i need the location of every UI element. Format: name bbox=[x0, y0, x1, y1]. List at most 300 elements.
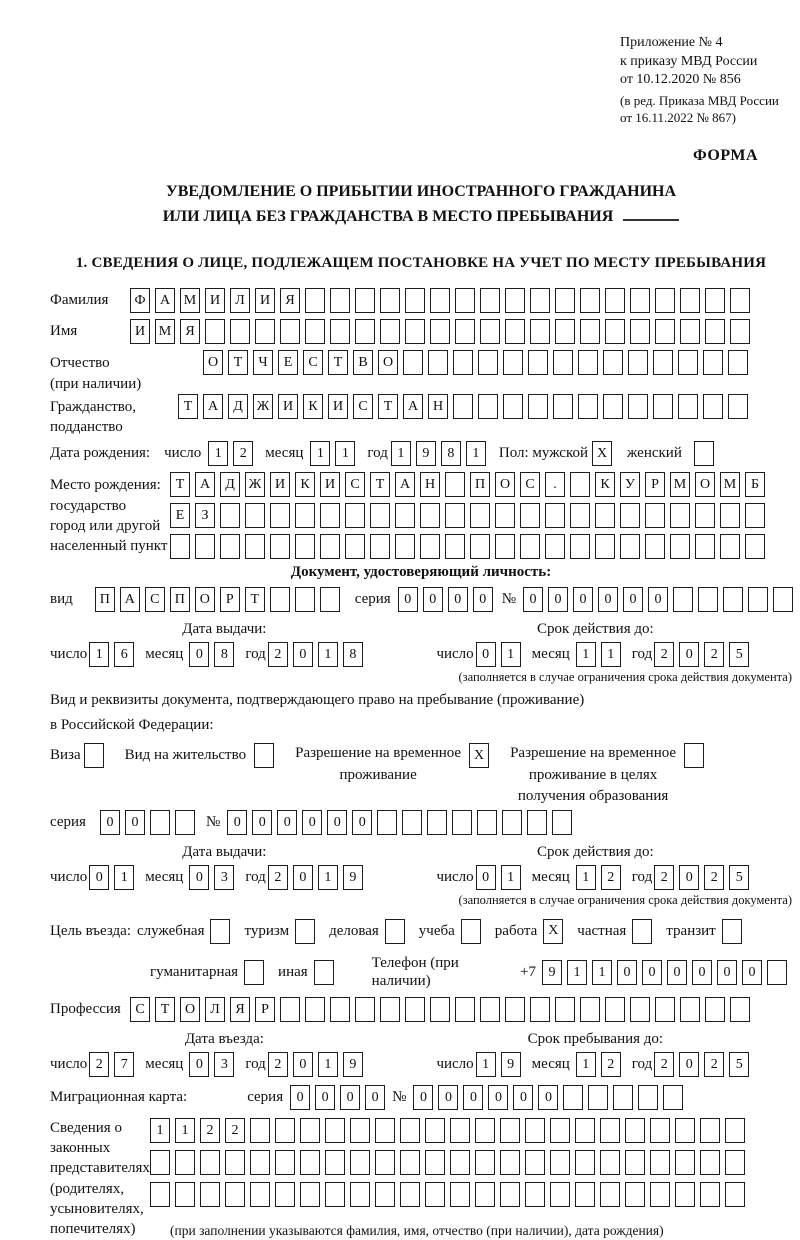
char-cell: Я bbox=[230, 997, 250, 1022]
char-cell bbox=[530, 997, 550, 1022]
char-cell bbox=[450, 1118, 470, 1143]
char-cell: С bbox=[353, 394, 373, 419]
char-cell: 0 bbox=[352, 810, 372, 835]
char-cell bbox=[530, 319, 550, 344]
month-label: месяц bbox=[145, 869, 184, 886]
char-cell: 5 bbox=[729, 865, 749, 890]
char-cell: 2 bbox=[654, 865, 674, 890]
char-cell: С bbox=[130, 997, 150, 1022]
char-cell bbox=[295, 503, 315, 528]
char-cell: 0 bbox=[617, 960, 637, 985]
char-cell bbox=[705, 319, 725, 344]
char-cell: 0 bbox=[573, 587, 593, 612]
temp-residence-edu-checkbox bbox=[684, 743, 709, 768]
form-title-line1: УВЕДОМЛЕНИЕ О ПРИБЫТИИ ИНОСТРАННОГО ГРАЖДАНИНА bbox=[165, 183, 677, 200]
char-cell bbox=[728, 394, 748, 419]
char-cell bbox=[370, 534, 390, 559]
char-cell bbox=[705, 288, 725, 313]
patronymic-label: Отчество (при наличии) bbox=[50, 355, 142, 392]
char-cell bbox=[325, 1150, 345, 1175]
char-cell bbox=[314, 960, 334, 985]
char-cell: 0 bbox=[290, 1085, 310, 1110]
char-cell bbox=[461, 919, 481, 944]
char-cell: 0 bbox=[667, 960, 687, 985]
issue-date-heading: Дата выдачи: bbox=[182, 621, 267, 638]
legal-reps-row1 bbox=[150, 1118, 750, 1143]
day-label: число bbox=[436, 645, 474, 662]
char-cell: 1 bbox=[501, 865, 521, 890]
purpose-item-study: учеба bbox=[419, 919, 486, 944]
char-cell bbox=[553, 350, 573, 375]
day-label: число bbox=[164, 445, 202, 462]
char-cell bbox=[300, 1150, 320, 1175]
char-cell bbox=[628, 350, 648, 375]
char-cell: 1 bbox=[601, 642, 621, 667]
mig-number-cells bbox=[413, 1085, 688, 1110]
char-cell bbox=[675, 1150, 695, 1175]
char-cell: 0 bbox=[413, 1085, 433, 1110]
char-cell: К bbox=[303, 394, 323, 419]
year-label: год bbox=[631, 869, 653, 886]
char-cell: 2 bbox=[601, 865, 621, 890]
char-cell bbox=[225, 1150, 245, 1175]
char-cell bbox=[355, 997, 375, 1022]
char-cell bbox=[730, 997, 750, 1022]
char-cell bbox=[495, 534, 515, 559]
char-cell: 0 bbox=[189, 865, 209, 890]
char-cell: 9 bbox=[343, 1052, 363, 1077]
char-cell bbox=[638, 1085, 658, 1110]
char-cell bbox=[295, 919, 315, 944]
char-cell bbox=[425, 1182, 445, 1207]
char-cell: 1 bbox=[318, 865, 338, 890]
char-cell bbox=[578, 394, 598, 419]
visa-item bbox=[50, 743, 109, 768]
char-cell: 0 bbox=[252, 810, 272, 835]
char-cell bbox=[445, 534, 465, 559]
char-cell: 2 bbox=[233, 441, 253, 466]
char-cell: А bbox=[120, 587, 140, 612]
char-cell bbox=[377, 810, 397, 835]
char-cell bbox=[670, 503, 690, 528]
day-label: число bbox=[50, 1055, 88, 1072]
surname-row bbox=[50, 288, 792, 313]
char-cell: Е bbox=[170, 503, 190, 528]
char-cell bbox=[653, 350, 673, 375]
char-cell bbox=[385, 919, 405, 944]
char-cell bbox=[500, 1118, 520, 1143]
char-cell: 3 bbox=[214, 865, 234, 890]
char-cell bbox=[395, 503, 415, 528]
char-cell: 8 bbox=[214, 642, 234, 667]
doc-issue-year-cells bbox=[268, 642, 368, 667]
char-cell bbox=[555, 319, 575, 344]
char-cell bbox=[175, 1150, 195, 1175]
char-cell bbox=[470, 503, 490, 528]
gender-female-label: женский bbox=[627, 445, 682, 462]
birth-date-label: Дата рождения: bbox=[50, 445, 151, 462]
char-cell bbox=[425, 1150, 445, 1175]
char-cell bbox=[330, 319, 350, 344]
char-cell: 1 bbox=[318, 642, 338, 667]
char-cell bbox=[255, 319, 275, 344]
purpose-row2 bbox=[150, 954, 792, 992]
appendix-line: от 10.12.2020 № 856 bbox=[620, 72, 741, 87]
char-cell: 2 bbox=[268, 642, 288, 667]
char-cell: Т bbox=[170, 472, 190, 497]
char-cell bbox=[355, 288, 375, 313]
char-cell: И bbox=[328, 394, 348, 419]
char-cell bbox=[675, 1182, 695, 1207]
char-cell bbox=[680, 288, 700, 313]
char-cell bbox=[150, 1182, 170, 1207]
char-cell: Т bbox=[178, 394, 198, 419]
doc-valid-year-cells bbox=[654, 642, 754, 667]
char-cell bbox=[325, 1182, 345, 1207]
char-cell: М bbox=[155, 319, 175, 344]
char-cell bbox=[375, 1118, 395, 1143]
surname-label: Фамилия bbox=[50, 292, 109, 309]
char-cell: С bbox=[345, 472, 365, 497]
char-cell bbox=[427, 810, 447, 835]
char-cell: Р bbox=[255, 997, 275, 1022]
char-cell: Т bbox=[228, 350, 248, 375]
char-cell bbox=[375, 1182, 395, 1207]
phone-cells bbox=[542, 960, 792, 985]
name-label: Имя bbox=[50, 323, 78, 340]
char-cell bbox=[205, 319, 225, 344]
char-cell: М bbox=[670, 472, 690, 497]
migration-card-row bbox=[50, 1085, 792, 1110]
char-cell bbox=[700, 1182, 720, 1207]
profession-label: Профессия bbox=[50, 1001, 121, 1018]
doc-issue-block bbox=[50, 620, 399, 685]
char-cell bbox=[420, 503, 440, 528]
char-cell: 1 bbox=[476, 1052, 496, 1077]
char-cell: 0 bbox=[398, 587, 418, 612]
char-cell: 0 bbox=[679, 642, 699, 667]
stay-day-cells bbox=[476, 1052, 526, 1077]
char-cell bbox=[555, 997, 575, 1022]
char-cell bbox=[655, 288, 675, 313]
char-cell: А bbox=[403, 394, 423, 419]
char-cell: 2 bbox=[89, 1052, 109, 1077]
char-cell bbox=[505, 288, 525, 313]
char-cell bbox=[613, 1085, 633, 1110]
char-cell: 0 bbox=[548, 587, 568, 612]
purpose-label: Цель въезда: bbox=[50, 922, 131, 939]
citizenship-row bbox=[50, 394, 792, 438]
char-cell bbox=[495, 503, 515, 528]
revision-line: от 16.11.2022 № 867) bbox=[620, 109, 737, 125]
year-label: год bbox=[245, 645, 266, 662]
char-cell: 0 bbox=[488, 1085, 508, 1110]
char-cell bbox=[545, 534, 565, 559]
char-cell bbox=[720, 534, 740, 559]
purpose-row1 bbox=[50, 919, 792, 944]
char-cell bbox=[570, 534, 590, 559]
stay-until-heading: Срок пребывания до: bbox=[527, 1031, 664, 1048]
char-cell bbox=[430, 997, 450, 1022]
doc-issue-day-cells bbox=[89, 642, 139, 667]
char-cell bbox=[575, 1182, 595, 1207]
res-valid-day-cells bbox=[476, 865, 526, 890]
legal-reps-label: Сведения о законных представителях (родителях, усыновителях, попечителях) bbox=[50, 1119, 150, 1238]
char-cell: 0 bbox=[100, 810, 120, 835]
char-cell bbox=[345, 534, 365, 559]
char-cell: 0 bbox=[293, 642, 313, 667]
char-cell: А bbox=[203, 394, 223, 419]
char-cell: У bbox=[620, 472, 640, 497]
char-cell: 0 bbox=[463, 1085, 483, 1110]
name-cells bbox=[130, 319, 755, 344]
char-cell bbox=[450, 1150, 470, 1175]
stay-month-cells bbox=[576, 1052, 626, 1077]
char-cell bbox=[320, 503, 340, 528]
char-cell bbox=[722, 919, 742, 944]
char-cell: И bbox=[278, 394, 298, 419]
char-cell: 1 bbox=[175, 1118, 195, 1143]
month-label: месяц bbox=[145, 1055, 184, 1072]
migration-card-label: Миграционная карта: bbox=[50, 1088, 188, 1105]
char-cell: О bbox=[378, 350, 398, 375]
char-cell: 0 bbox=[293, 865, 313, 890]
char-cell: И bbox=[130, 319, 150, 344]
char-cell: 9 bbox=[416, 441, 436, 466]
char-cell: 1 bbox=[576, 1052, 596, 1077]
char-cell: С bbox=[303, 350, 323, 375]
char-cell bbox=[528, 350, 548, 375]
char-cell bbox=[580, 319, 600, 344]
char-cell: 1 bbox=[501, 642, 521, 667]
char-cell bbox=[600, 1150, 620, 1175]
char-cell bbox=[530, 288, 550, 313]
char-cell bbox=[600, 1182, 620, 1207]
char-cell: З bbox=[195, 503, 215, 528]
char-cell bbox=[220, 534, 240, 559]
char-cell bbox=[403, 350, 423, 375]
res-valid-year-cells bbox=[654, 865, 754, 890]
birth-place-row3 bbox=[170, 534, 770, 559]
char-cell bbox=[695, 534, 715, 559]
birth-place-rows bbox=[170, 472, 770, 559]
month-label: месяц bbox=[265, 445, 304, 462]
char-cell: 1 bbox=[318, 1052, 338, 1077]
legal-reps-block bbox=[50, 1118, 792, 1240]
char-cell: X bbox=[469, 743, 489, 768]
char-cell bbox=[694, 441, 714, 466]
char-cell bbox=[745, 503, 765, 528]
year-label: год bbox=[245, 1055, 266, 1072]
char-cell bbox=[295, 534, 315, 559]
validity-note: (заполняется в случае ограничения срока действия документа) bbox=[458, 892, 792, 907]
char-cell: 2 bbox=[601, 1052, 621, 1077]
char-cell bbox=[430, 319, 450, 344]
patronymic-row bbox=[50, 350, 792, 394]
entry-year-cells bbox=[268, 1052, 368, 1077]
char-cell: 5 bbox=[729, 1052, 749, 1077]
char-cell bbox=[650, 1182, 670, 1207]
char-cell: 0 bbox=[438, 1085, 458, 1110]
char-cell bbox=[703, 394, 723, 419]
day-label: число bbox=[50, 645, 88, 662]
legal-reps-note: (при заполнении указываются фамилия, имя, отчество (при наличии), дата рождения) bbox=[170, 1222, 664, 1238]
char-cell bbox=[330, 997, 350, 1022]
char-cell bbox=[505, 997, 525, 1022]
char-cell bbox=[453, 350, 473, 375]
birth-date-row bbox=[50, 441, 792, 466]
purpose-item-humanitarian: гуманитарная bbox=[150, 960, 269, 985]
day-label: число bbox=[436, 869, 474, 886]
char-cell bbox=[350, 1118, 370, 1143]
char-cell: 1 bbox=[335, 441, 355, 466]
char-cell: К bbox=[295, 472, 315, 497]
char-cell bbox=[200, 1182, 220, 1207]
char-cell: Д bbox=[228, 394, 248, 419]
residence-permit-label: Вид на жительство bbox=[124, 746, 247, 763]
month-label: месяц bbox=[531, 1055, 570, 1072]
legal-reps-rows bbox=[150, 1118, 750, 1240]
char-cell bbox=[520, 503, 540, 528]
char-cell bbox=[663, 1085, 683, 1110]
char-cell bbox=[700, 1118, 720, 1143]
char-cell bbox=[445, 472, 465, 497]
char-cell: 1 bbox=[576, 865, 596, 890]
char-cell bbox=[395, 534, 415, 559]
char-cell bbox=[245, 534, 265, 559]
char-cell bbox=[455, 997, 475, 1022]
valid-until-heading: Срок действия до: bbox=[537, 844, 654, 861]
birth-month-cells bbox=[310, 441, 360, 466]
doc-valid-block bbox=[399, 620, 792, 685]
char-cell bbox=[430, 288, 450, 313]
char-cell bbox=[300, 1118, 320, 1143]
char-cell bbox=[475, 1118, 495, 1143]
char-cell: 2 bbox=[654, 642, 674, 667]
char-cell: 0 bbox=[742, 960, 762, 985]
char-cell bbox=[320, 587, 340, 612]
stay-until-block bbox=[399, 1030, 792, 1077]
char-cell bbox=[175, 810, 195, 835]
char-cell bbox=[275, 1118, 295, 1143]
char-cell bbox=[280, 319, 300, 344]
char-cell bbox=[678, 394, 698, 419]
doc-number-cells bbox=[523, 587, 798, 612]
temp-residence-item bbox=[295, 743, 494, 787]
char-cell bbox=[380, 319, 400, 344]
char-cell bbox=[673, 587, 693, 612]
char-cell: 0 bbox=[277, 810, 297, 835]
char-cell: 2 bbox=[268, 865, 288, 890]
purpose-item-other: иная bbox=[278, 960, 339, 985]
char-cell bbox=[588, 1085, 608, 1110]
char-cell: А bbox=[195, 472, 215, 497]
char-cell: 0 bbox=[642, 960, 662, 985]
res-series-label: серия bbox=[50, 814, 86, 831]
char-cell bbox=[575, 1150, 595, 1175]
profession-cells bbox=[130, 997, 755, 1022]
char-cell bbox=[620, 534, 640, 559]
char-cell bbox=[370, 503, 390, 528]
gender-female-checkbox bbox=[694, 441, 719, 466]
char-cell bbox=[655, 997, 675, 1022]
char-cell: Я bbox=[180, 319, 200, 344]
char-cell bbox=[270, 503, 290, 528]
char-cell: К bbox=[595, 472, 615, 497]
char-cell: 0 bbox=[473, 587, 493, 612]
char-cell bbox=[550, 1182, 570, 1207]
purpose-item-work: работа X bbox=[495, 919, 569, 944]
char-cell bbox=[725, 1118, 745, 1143]
birth-place-label: Место рождения: государство город или другой населенный пункт bbox=[50, 477, 168, 555]
char-cell bbox=[445, 503, 465, 528]
entry-month-cells bbox=[189, 1052, 239, 1077]
char-cell bbox=[620, 503, 640, 528]
char-cell bbox=[230, 319, 250, 344]
char-cell bbox=[603, 394, 623, 419]
char-cell bbox=[773, 587, 793, 612]
char-cell bbox=[420, 534, 440, 559]
char-cell: О bbox=[203, 350, 223, 375]
char-cell bbox=[630, 319, 650, 344]
char-cell bbox=[578, 350, 598, 375]
char-cell: А bbox=[155, 288, 175, 313]
identity-doc-heading: Документ, удостоверяющий личность: bbox=[290, 564, 552, 581]
char-cell: 0 bbox=[189, 1052, 209, 1077]
char-cell bbox=[725, 1150, 745, 1175]
birth-place-block bbox=[50, 472, 792, 559]
char-cell bbox=[500, 1150, 520, 1175]
surname-cells bbox=[130, 288, 755, 313]
patronymic-cells bbox=[203, 350, 753, 375]
char-cell bbox=[520, 534, 540, 559]
char-cell bbox=[275, 1182, 295, 1207]
res-issue-year-cells bbox=[268, 865, 368, 890]
char-cell bbox=[728, 350, 748, 375]
visa-checkbox bbox=[84, 743, 109, 768]
purpose-checkbox bbox=[295, 919, 320, 944]
char-cell: 0 bbox=[717, 960, 737, 985]
char-cell bbox=[270, 587, 290, 612]
char-cell bbox=[503, 350, 523, 375]
appendix-block bbox=[620, 34, 792, 126]
char-cell bbox=[605, 997, 625, 1022]
revision-line: (в ред. Приказа МВД России bbox=[620, 92, 779, 108]
char-cell: Т bbox=[370, 472, 390, 497]
char-cell: О bbox=[695, 472, 715, 497]
char-cell bbox=[250, 1182, 270, 1207]
char-cell bbox=[580, 997, 600, 1022]
residence-doc-line2: в Российской Федерации: bbox=[50, 717, 214, 734]
purpose-checkbox bbox=[385, 919, 410, 944]
purpose-checkbox bbox=[543, 919, 568, 944]
char-cell: П bbox=[170, 587, 190, 612]
char-cell bbox=[527, 810, 547, 835]
char-cell: 1 bbox=[391, 441, 411, 466]
doc-type-label: вид bbox=[50, 591, 73, 608]
char-cell bbox=[270, 534, 290, 559]
char-cell: 2 bbox=[704, 642, 724, 667]
gender-male-label: Пол: мужской bbox=[498, 445, 589, 462]
gender-male-checkbox bbox=[592, 441, 617, 466]
char-cell bbox=[375, 1150, 395, 1175]
char-cell: О bbox=[180, 997, 200, 1022]
char-cell bbox=[563, 1085, 583, 1110]
char-cell: И bbox=[320, 472, 340, 497]
char-cell bbox=[553, 394, 573, 419]
char-cell bbox=[480, 319, 500, 344]
purpose-item-business-trip: служебная bbox=[137, 919, 236, 944]
